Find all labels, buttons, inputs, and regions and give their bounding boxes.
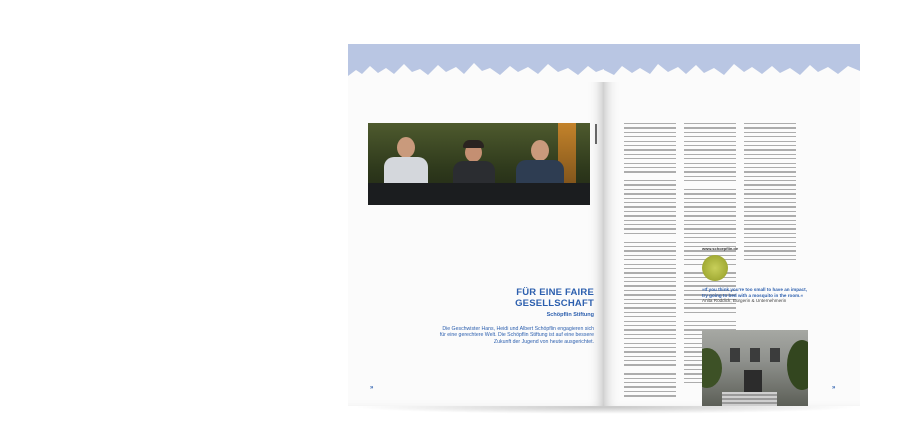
portrait-photo-icon — [368, 123, 590, 205]
building-photo-icon — [702, 330, 808, 406]
quote-text: »If you think you’re too small to have an impact, try going to bed with a mosquito in the room.« — [702, 287, 807, 298]
article-headline — [448, 287, 594, 309]
weblink[interactable]: www.schoepflin.de — [702, 246, 739, 251]
header-band-right — [604, 44, 860, 82]
quote-author: Anita Roddick, Bürgerin & Unternehmerin — [702, 298, 787, 304]
page-marker-right: » — [832, 385, 836, 391]
treeline-icon — [604, 58, 860, 82]
photo-credit-mark — [594, 124, 602, 154]
headline-line-1: FÜR EINE FAIRE — [516, 287, 594, 298]
mosquito-quote — [702, 287, 812, 304]
right-column-1 — [624, 123, 676, 400]
page-marker-left: » — [370, 385, 374, 391]
headline-line-2: GESELLSCHAFT — [515, 298, 594, 309]
article-lead: Die Geschwister Hans, Heidi und Albert Schöpflin engagieren sich für eine gerechtere Welt. Die Schöpflin Stiftung ist auf eine bessere Zukunft der Jugend von heute ausgerichtet. — [439, 326, 594, 345]
treeline-icon — [348, 58, 604, 82]
left-page — [348, 44, 604, 406]
article-subtitle: Schöpflin Stiftung — [546, 312, 594, 318]
right-column-3 — [744, 123, 796, 264]
header-band-left — [348, 44, 604, 82]
qr-code-icon — [702, 255, 728, 281]
